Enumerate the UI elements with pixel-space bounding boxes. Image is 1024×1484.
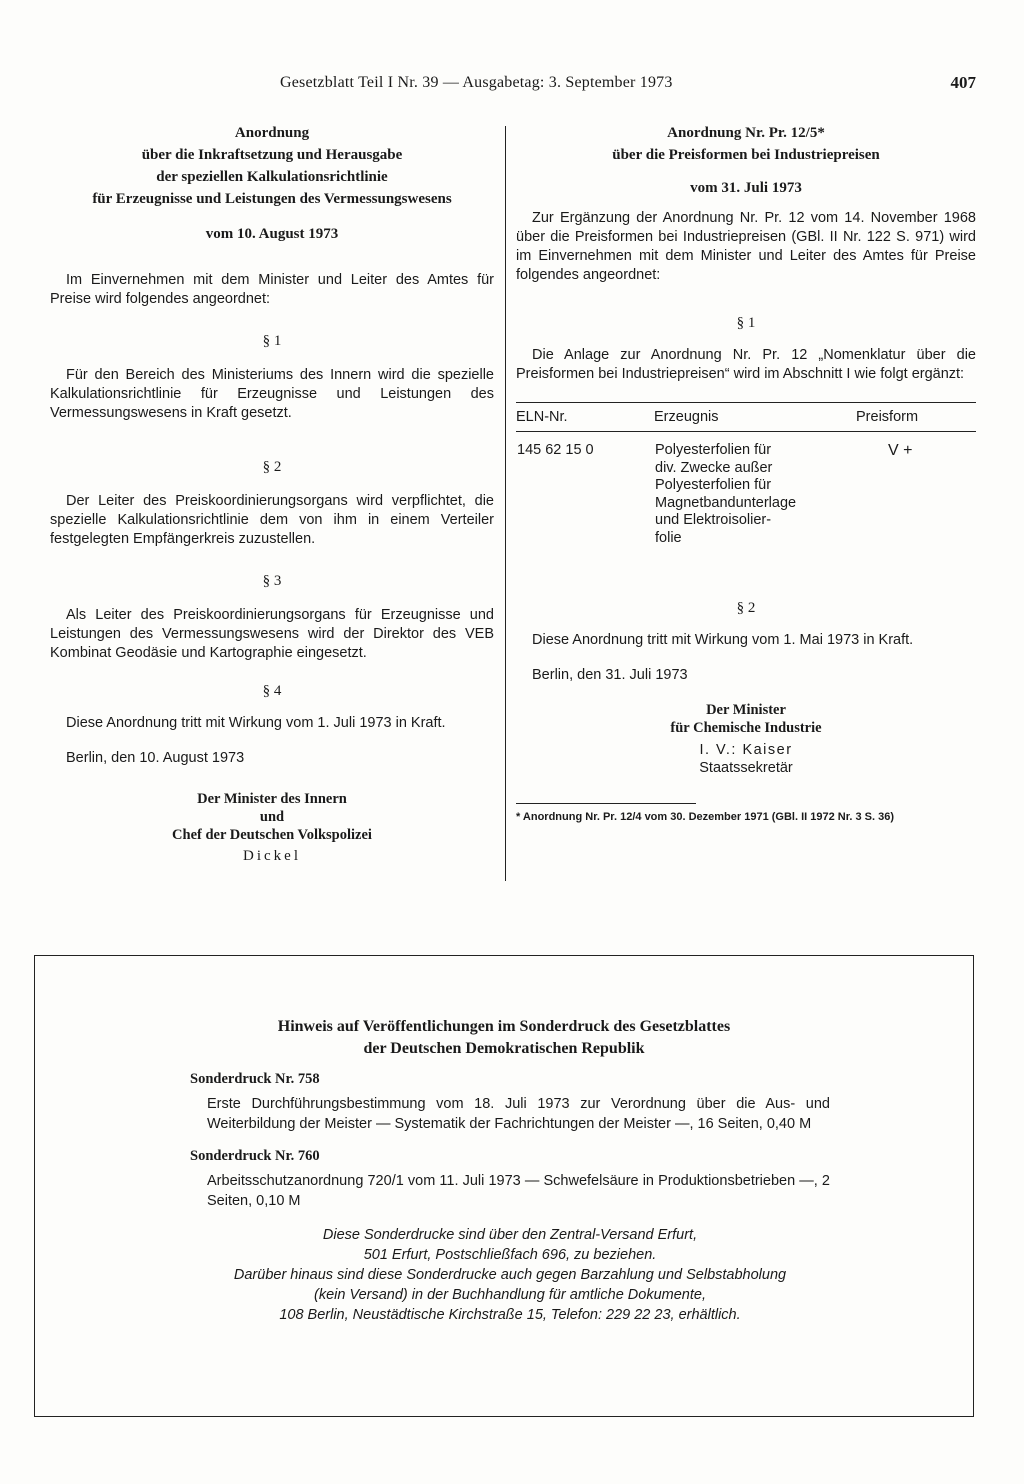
right-signer-line: Staatssekretär <box>699 760 793 776</box>
left-sig-line: Der Minister des Innern <box>197 791 347 807</box>
right-sig-line: Der Minister <box>706 702 786 718</box>
table-row <box>516 432 976 549</box>
distribution-line: Darüber hinaus sind diese Sonderdrucke auch gegen Barzahlung und Selbstabholung <box>233 1267 787 1283</box>
eln-header-preisform: Preisform <box>838 403 976 432</box>
eln-table <box>516 402 976 548</box>
sonderdruck-heading: Sonderdruck Nr. 760 <box>190 1148 320 1164</box>
left-section-1: § 1 <box>262 333 282 349</box>
right-title-line: über die Preisformen bei Industriepreisen <box>612 147 880 163</box>
left-section-3: § 3 <box>262 573 282 589</box>
right-signer-line: I. V.: Kaiser <box>699 742 793 758</box>
left-para-1: Für den Bereich des Ministeriums des Innern wird die spezielle Kalkulationsrichtlinie für Erzeugnisse und Leistungen des Vermessungswesens in Kraft gesetzt. <box>50 367 494 421</box>
right-signature-block <box>516 701 976 737</box>
left-column <box>50 122 494 865</box>
notice-title <box>35 1016 973 1060</box>
left-signer: Dickel <box>243 848 301 864</box>
column-divider <box>505 126 506 881</box>
left-section-4: § 4 <box>262 683 282 699</box>
distribution-line: 501 Erfurt, Postschließfach 696, zu beziehen. <box>363 1247 657 1263</box>
left-signature-block <box>50 790 494 844</box>
right-column <box>516 122 976 824</box>
eln-header-erzeugnis: Erzeugnis <box>654 403 838 432</box>
footnote-rule <box>516 803 696 804</box>
left-date: vom 10. August 1973 <box>205 226 339 242</box>
left-title-line: über die Inkraftsetzung und Herausgabe <box>141 147 403 163</box>
sonderdruck-text: Erste Durchführungsbestimmung vom 18. Juli 1973 zur Verordnung über die Aus- und Weiterbildung der Meister — Systematik der Fachrichtungen der Meister —, 16 Seiten, 0,40 M <box>207 1096 830 1132</box>
page-header <box>50 74 976 100</box>
header-title: Gesetzblatt Teil I Nr. 39 — Ausgabetag: 3. September 1973 <box>280 74 673 91</box>
right-sig-line: für Chemische Industrie <box>670 720 822 736</box>
left-title-line: Anordnung <box>234 125 310 141</box>
eln-cell-nr: 145 62 15 0 <box>517 442 594 458</box>
right-section-1: § 1 <box>736 315 756 331</box>
notice-box <box>34 955 974 1417</box>
right-title <box>516 122 976 166</box>
distribution-note <box>190 1225 830 1325</box>
left-place-date: Berlin, den 10. August 1973 <box>66 750 245 766</box>
left-sig-line: und <box>259 809 285 825</box>
right-title-line: Anordnung Nr. Pr. 12/5* <box>667 125 825 141</box>
footnote: * Anordnung Nr. Pr. 12/4 vom 30. Dezember 1971 (GBl. II 1972 Nr. 3 S. 36) <box>516 811 895 823</box>
footnote-area <box>516 803 976 824</box>
distribution-line: Diese Sonderdrucke sind über den Zentral-Versand Erfurt, <box>322 1227 698 1243</box>
left-title <box>50 122 494 210</box>
eln-header-nr: ELN-Nr. <box>516 403 654 432</box>
right-place-date: Berlin, den 31. Juli 1973 <box>532 667 688 683</box>
left-para-4: Diese Anordnung tritt mit Wirkung vom 1. Juli 1973 in Kraft. <box>66 715 446 731</box>
notice-body <box>190 1071 830 1325</box>
left-sig-line: Chef der Deutschen Volkspolizei <box>172 827 372 843</box>
eln-table-header-row <box>516 403 976 432</box>
eln-cell-erzeugnis: Polyesterfolien für div. Zwecke außer Polyesterfolien für Magnetbandunterlage und Elektroisolier- folie <box>655 442 797 546</box>
notice-title-line: Hinweis auf Veröffentlichungen im Sonderdruck des Gesetzblattes <box>277 1018 731 1035</box>
right-signer <box>516 741 976 777</box>
distribution-line: 108 Berlin, Neustädtische Kirchstraße 15, Telefon: 229 22 23, erhältlich. <box>279 1307 741 1323</box>
eln-cell-preisform: V + <box>888 442 913 459</box>
left-title-line: für Erzeugnisse und Leistungen des Vermessungswesens <box>92 191 452 207</box>
left-para-3: Als Leiter des Preiskoordinierungsorgans für Erzeugnisse und Leistungen des Vermessungswesens wird der Direktor des VEB Kombinat Geodäsie und Kartographie eingesetzt. <box>50 607 494 661</box>
right-para-2: Diese Anordnung tritt mit Wirkung vom 1. Mai 1973 in Kraft. <box>532 632 914 648</box>
right-para-1: Die Anlage zur Anordnung Nr. Pr. 12 „Nomenklatur über die Preisformen bei Industriepreisen“ wird im Abschnitt I wie folgt ergänzt: <box>516 347 976 382</box>
left-para-2: Der Leiter des Preiskoordinierungsorgans wird verpflichtet, die spezielle Kalkulationsrichtlinie dem von ihm in einem Verteiler festgelegten Empfängerkreis zuzustellen. <box>50 493 494 547</box>
right-section-2: § 2 <box>736 600 756 616</box>
right-date: vom 31. Juli 1973 <box>690 180 802 196</box>
left-intro: Im Einvernehmen mit dem Minister und Leiter des Amtes für Preise wird folgendes angeordnet: <box>50 272 494 307</box>
sonderdruck-text: Arbeitsschutzanordnung 720/1 vom 11. Juli 1973 — Schwefelsäure in Produktionsbetrieben —, 2 Seiten, 0,10 M <box>207 1173 830 1209</box>
sonderdruck-heading: Sonderdruck Nr. 758 <box>190 1071 320 1087</box>
distribution-line: (kein Versand) in der Buchhandlung für amtliche Dokumente, <box>314 1287 706 1303</box>
page-number: 407 <box>950 73 976 92</box>
right-intro: Zur Ergänzung der Anordnung Nr. Pr. 12 vom 14. November 1968 über die Preisformen bei Industriepreisen (GBl. II Nr. 122 S. 971) wird im Einvernehmen mit dem Minister und Leiter des Amtes für Preise folgendes angeordnet: <box>516 210 976 283</box>
left-section-2: § 2 <box>262 459 282 475</box>
notice-title-line: der Deutschen Demokratischen Republik <box>363 1040 645 1057</box>
left-title-line: der speziellen Kalkulationsrichtlinie <box>156 169 388 185</box>
